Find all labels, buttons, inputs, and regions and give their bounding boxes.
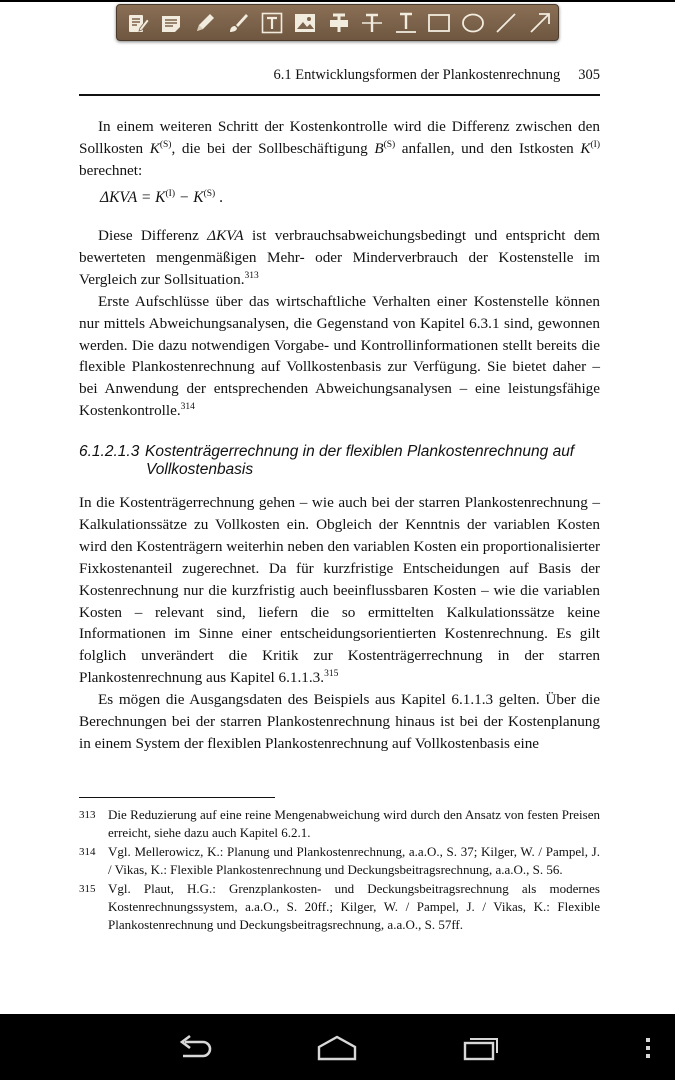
formula-end: .: [215, 189, 223, 206]
footnotes: [79, 806, 600, 935]
ellipse-icon[interactable]: [458, 8, 488, 38]
para1-text-c: anfallen, und den Istkosten: [395, 139, 581, 157]
footnote-number: 314: [79, 846, 96, 858]
formula-mid: − K: [175, 189, 204, 206]
footnote-rule: [79, 797, 275, 798]
formula-sup-S: (S): [203, 189, 216, 199]
back-button[interactable]: [171, 1032, 215, 1064]
paragraph-5: Es mögen die Ausgangsdaten des Beispiels aus Kapitel 6.1.1.3 gelten. Über die Berechnungen bei der starren Plankostenrechnung hinaus ist bei der Kostenplanung in einem System der flexiblen Plankostenrechnung auf Vollkostenbasis eine: [79, 691, 600, 752]
running-head-title: 6.1 Entwicklungsformen der Plankostenrechnung: [273, 67, 561, 83]
navigation-bar: [0, 1014, 675, 1080]
annotation-toolbar: [116, 4, 559, 41]
paragraph-3: [79, 291, 600, 422]
math-K: K: [580, 139, 591, 157]
footnote-number: 315: [79, 883, 96, 895]
footnote-314: [79, 843, 600, 879]
paragraph-1: [79, 116, 600, 182]
note-edit-icon[interactable]: [123, 8, 153, 38]
strikeout-text-icon[interactable]: [357, 8, 387, 38]
home-icon: [315, 1032, 359, 1064]
pencil-icon[interactable]: [190, 8, 220, 38]
status-strip: [0, 0, 675, 2]
paragraphs-4-5: [79, 492, 600, 755]
arrow-icon[interactable]: [525, 8, 555, 38]
para4-text: In die Kostenträgerrechnung gehen – wie auch bei der starren Plankostenrechnung – Kalkulationssätze zu Vollkosten ein. Obgleich der Kenntnis der variablen Kosten wird den Kostenträgern weiterhin neben den variablen Kosten ein proportionalisierter Fixkostenanteil zugerechnet. Da für kurzfristige Entscheidungen auf Basis der Kostenrechnung nur die kurzfristig auch beeinflussbaren Kosten – wie die variablen Kosten – relevant sind, liefern die so ermittelten Kalkulationssätze keine Informationen im Sinne einer entscheidungsorientierten Kostenrechnung. Es gilt folglich unverändert die Kritik zur Kostenträgerrechnung in der starren Plankostenrechnung aus Kapitel 6.1.1.3.: [79, 494, 600, 687]
section-title-line1: Kostenträgerrechnung in der flexiblen Plankostenrechnung auf: [145, 443, 575, 460]
footnote-text: Die Reduzierung auf eine reine Mengenabweichung wird durch den Ansatz von festen Preisen erreicht, siehe dazu auch Kapitel 6.2.1.: [108, 807, 600, 840]
footnote-ref-315[interactable]: 315: [324, 669, 339, 680]
paragraphs-2-3: [79, 225, 600, 422]
formula: [100, 189, 223, 207]
paragraph-4: [79, 492, 600, 689]
para1-text-b: , die bei der Sollbeschäftigung: [171, 139, 375, 157]
image-stamp-icon[interactable]: [290, 8, 320, 38]
header-rule: [79, 94, 600, 96]
para1-text-a: In einem weiteren Schritt der Kostenkontrolle wird die Differenz zwischen den Sollkosten: [79, 118, 600, 157]
footnote-313: [79, 806, 600, 842]
math-K: K: [149, 139, 160, 157]
footnote-text: Vgl. Mellerowicz, K.: Planung und Plankostenrechnung, a.a.O., S. 37; Kilger, W. / Pampel, J. / Vikas, K.: Flexible Plankostenrechnung und Deckungsbeitragsrechnung, a.a.O., S. 56.: [108, 844, 600, 877]
formula-lhs: ΔKVA = K: [100, 189, 166, 206]
highlight-text-icon[interactable]: [324, 8, 354, 38]
superscript-I: (I): [590, 139, 600, 150]
superscript-S: (S): [383, 139, 396, 150]
para3-text: Erste Aufschlüsse über das wirtschaftliche Verhalten einer Kostenstelle können nur mittels Abweichungsanalysen, die Gegenstand von Kapitel 6.3.1 sind, gewonnen werden. Die dazu notwendigen Vorgabe- und Kontrollinformationen stellt bereits die flexible Plankostenrechnung auf Vollkostenbasis zur Verfügung. Sie bietet daher – bei Anwendung der entsprechenden Abweichungsanalysen – eine leistungsfähige Kostenkontrolle.: [79, 292, 600, 420]
math-kva: ΔKVA: [207, 227, 244, 244]
underline-text-icon[interactable]: [391, 8, 421, 38]
formula-sup-I: (I): [165, 189, 175, 199]
superscript-S: (S): [159, 139, 172, 150]
footnote-315: [79, 880, 600, 934]
footnote-number: 313: [79, 809, 96, 821]
recent-apps-icon: [459, 1032, 503, 1064]
para2-text-a: Diese Differenz: [98, 227, 208, 244]
section-title-line2: Vollkostenbasis: [146, 461, 254, 478]
recent-apps-button[interactable]: [459, 1032, 503, 1064]
brush-icon[interactable]: [223, 8, 253, 38]
para1-text-d: berechnet:: [79, 161, 143, 179]
sticky-note-icon[interactable]: [156, 8, 186, 38]
back-icon: [171, 1032, 215, 1064]
overflow-menu-icon: [626, 1032, 670, 1064]
overflow-menu-button[interactable]: [626, 1032, 666, 1064]
footnote-text: Vgl. Plaut, H.G.: Grenzplankosten- und Deckungsbeitragsrechnung als modernes Kostenrechnungssystem, a.a.O., S. 20ff.; Kilger, W. / Pampel, J. / Vikas, K.: Flexible Plankostenrechnung und Deckungsbeitragsrechnung, a.a.O., S. 57ff.: [108, 881, 600, 932]
line-icon[interactable]: [491, 8, 521, 38]
page-number: 305: [578, 67, 600, 83]
paragraph-2: [79, 225, 600, 291]
text-box-icon[interactable]: [257, 8, 287, 38]
section-number: 6.1.2.1.3: [79, 443, 140, 460]
section-heading: [79, 443, 600, 479]
para2-text-b: ist verbrauchsabweichungsbedingt und entspricht dem bewerteten mengenmäßigen Mehr- oder Minderverbrauch der Kostenstelle im Vergleich zur Sollsituation.: [79, 227, 601, 288]
footnote-ref-313[interactable]: 313: [244, 270, 259, 281]
home-button[interactable]: [315, 1032, 359, 1064]
rectangle-icon[interactable]: [424, 8, 454, 38]
running-head: [79, 67, 600, 84]
math-B: B: [374, 139, 384, 157]
footnote-ref-314[interactable]: 314: [180, 402, 195, 413]
